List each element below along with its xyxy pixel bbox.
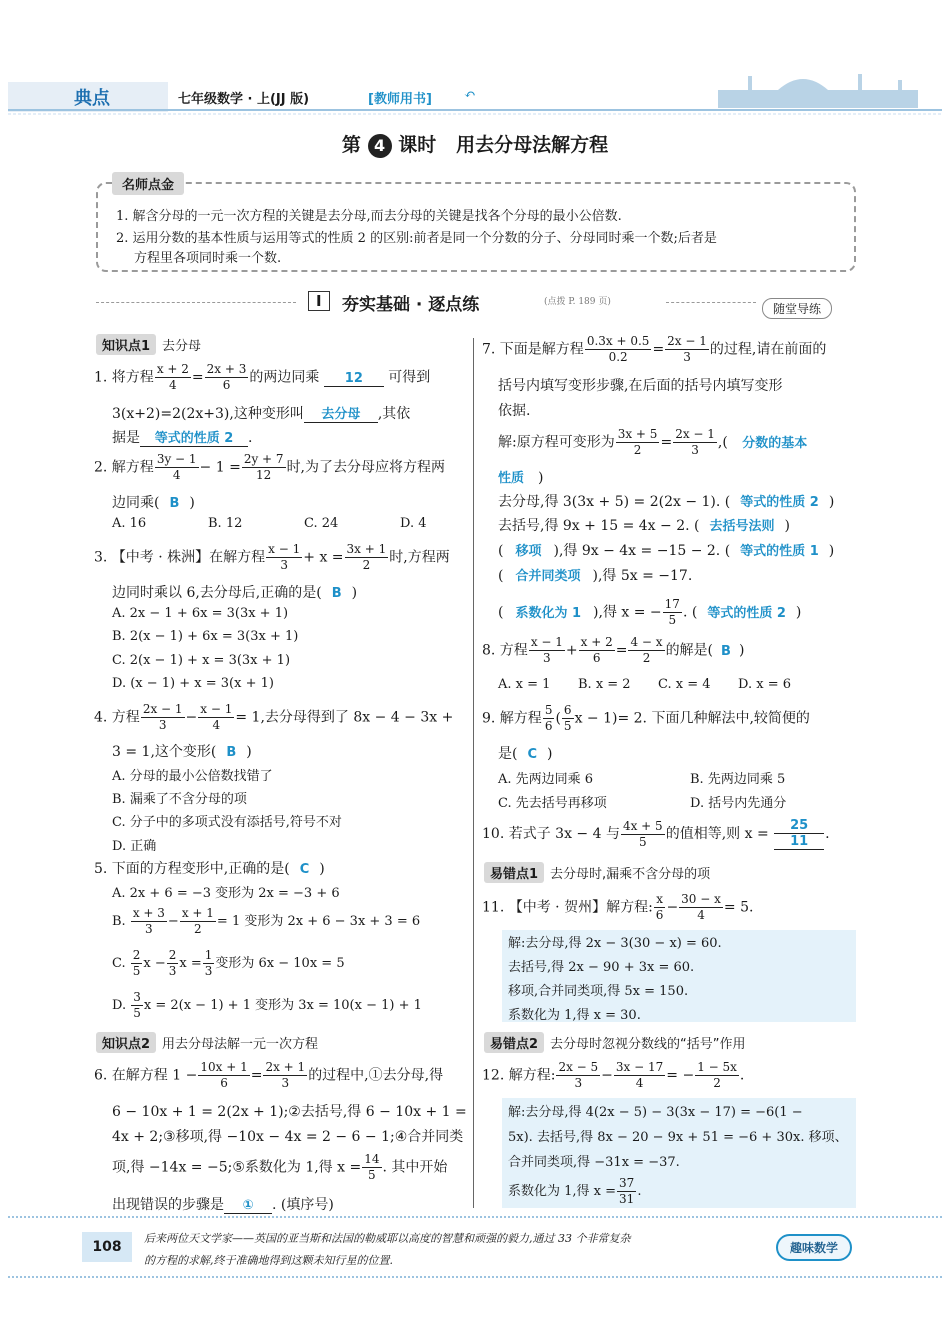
q3-opt-d: D. (x − 1) + x = 3(x + 1)	[112, 676, 274, 691]
q11-sol-3: 移项,合并同类项,得 5x = 150.	[508, 984, 689, 999]
footer-bar	[8, 1216, 942, 1286]
q7-line3: 依据.	[498, 403, 531, 419]
q7-answer-3[interactable]: 去括号法则	[709, 519, 775, 534]
lesson-number: 4	[368, 134, 392, 158]
q6-line1: 6. 在解方程 1 − $\frac{10x + 1}{6}$ = $\frac{2x + 1}{3}$ 的过程中,①去分母,得	[94, 1060, 444, 1090]
q3-opt-b: B. 2(x − 1) + 6x = 3(3x + 1)	[112, 629, 299, 644]
q2-line1: 2. 解方程 $\frac{3y - 1}{4}$ − 1 = $\frac{2y + 7}{12}$ 时,为了去分母应将方程两	[94, 452, 446, 482]
q7-step4: ( 移项 ),得 9x − 4x = −15 − 2. ( 等式的性质 1 )	[498, 543, 835, 559]
q5-opt-b: B. $\frac{x + 3}{3}$ − $\frac{x + 1}{2}$ = 1 变形为 2x + 6 − 3x + 3 = 6	[112, 906, 421, 936]
q3-line1: 3. 【中考 · 株洲】在解方程 $\frac{x - 1}{3}$ + x = $\frac{3x + 1}{2}$ 时,方程两	[94, 542, 450, 572]
q11-sol-1: 解:去分母,得 2x − 3(30 − x) = 60.	[508, 936, 722, 951]
logo: 典点	[74, 88, 110, 109]
skyline-icon	[708, 70, 938, 110]
q10-answer[interactable]: $\frac{25}{11}$	[774, 818, 824, 850]
q5-answer[interactable]: C	[299, 862, 310, 877]
q7-step1: 解:原方程可变形为 $\frac{3x + 5}{2}$ = $\frac{2x - 1}{3}$ ,( 分数的基本	[498, 427, 808, 457]
q2-answer[interactable]: B	[169, 496, 180, 511]
return-icon: ↶	[464, 87, 476, 103]
q12-sol-1: 解:去分母,得 4(2x − 5) − 3(3x − 17) = −6(1 −	[508, 1105, 803, 1120]
q9-options-1: A. 先两边同乘 6 B. 先两边同乘 5	[498, 772, 786, 787]
page-number: 108	[82, 1232, 132, 1262]
q7-answer-1[interactable]: 分数的基本	[742, 435, 808, 451]
q2-options: A. 16 B. 12 C. 24 D. 4	[112, 516, 427, 531]
q3-line2: 边同时乘以 6,去分母后,正确的是( B )	[112, 585, 358, 601]
fun-math-badge: 趣味数学	[776, 1234, 852, 1261]
q7-step3: 去括号,得 9x + 15 = 4x − 2. ( 去括号法则 )	[498, 518, 790, 534]
tips-label: 名师点金	[112, 172, 184, 195]
q6-answer[interactable]: ①	[224, 1198, 272, 1214]
q7-line2: 括号内填写变形步骤,在后面的括号内填写变形	[498, 378, 783, 394]
q4-line1: 4. 方程 $\frac{2x - 1}{3}$ − $\frac{x - 1}{4}$ = 1,去分母得到了 8x − 4 − 3x +	[94, 702, 454, 732]
tips-line-2: 2. 运用分数的基本性质与运用等式的性质 2 的区别:前者是同一个分数的分子、分母同时乘一个数;后者是	[116, 231, 717, 246]
q1-line1: 1. 将方程 $\frac{x + 2}{4}$ = $\frac{2x + 3}{6}$ 的两边同乘 12 可得到	[94, 362, 431, 392]
column-divider	[473, 338, 474, 1208]
q5-opt-d: D. $\frac{3}{5}$ x = 2(x − 1) + 1 变形为 3x = 10(x − 1) + 1	[112, 990, 422, 1020]
guide-badge: 随堂导练	[762, 298, 832, 319]
q1-answer-3[interactable]: 等式的性质 2	[140, 427, 248, 447]
k2-header: 知识点2 用去分母法解一元一次方程	[96, 1032, 318, 1053]
q5-opt-c: C. $\frac{2}{5}$ x − $\frac{2}{3}$ x = $\frac{1}{3}$ 变形为 6x − 10x = 5	[112, 948, 345, 978]
q5-opt-a: A. 2x + 6 = −3 变形为 2x = −3 + 6	[112, 886, 340, 901]
q1-line3: 据是 等式的性质 2 .	[112, 427, 252, 447]
e2-header: 易错点2 去分母时忽视分数线的“括号”作用	[484, 1032, 746, 1053]
q6-line3: 4x + 2;③移项,得 −10x − 4x = 2 − 6 − 1;④合并同类	[112, 1129, 464, 1145]
q7-line1: 7. 下面是解方程 $\frac{0.3x + 0.5}{0.2}$ = $\frac{2x - 1}{3}$ 的过程,请在前面的	[482, 334, 827, 364]
q7-answer-1b[interactable]: 性质	[498, 471, 525, 486]
q12-sol-2: 5x). 去括号,得 8x − 20 − 9x + 51 = −6 + 30x. 移项、	[508, 1130, 848, 1145]
q4-answer[interactable]: B	[226, 745, 237, 760]
section-title: 夯实基础 · 逐点练	[342, 295, 480, 315]
q3-answer[interactable]: B	[331, 586, 342, 601]
q2-line2: 边同乘( B )	[112, 495, 195, 511]
q4-opt-b: B. 漏乘了不含分母的项	[112, 792, 247, 807]
q11-sol-4: 系数化为 1,得 x = 30.	[508, 1008, 641, 1023]
e1-header: 易错点1 去分母时,漏乘不含分母的项	[484, 862, 710, 883]
q7-step1b: 性质 )	[498, 470, 544, 486]
q4-opt-c: C. 分子中的多项式没有添括号,符号不对	[112, 815, 342, 830]
q9-options-2: C. 先去括号再移项 D. 括号内先通分	[498, 796, 787, 811]
section-ref: (点拨 P. 189 页)	[544, 297, 611, 307]
q11-sol-2: 去括号,得 2x − 90 + 3x = 60.	[508, 960, 695, 975]
q7-step5: ( 合并同类项 ),得 5x = −17.	[498, 568, 693, 584]
tips-line-1: 1. 解含分母的一元一次方程的关键是去分母,而去分母的关键是找各个分母的最小公倍数.	[116, 209, 622, 224]
q5-line1: 5. 下面的方程变形中,正确的是( C )	[94, 861, 325, 877]
q8-answer[interactable]: B	[721, 643, 731, 659]
section-header	[96, 292, 852, 314]
header-bar	[8, 82, 942, 112]
q1-line2: 3(x+2)=2(2x+3),这种变形叫 去分母 ,其依	[112, 403, 410, 423]
q7-answer-2[interactable]: 等式的性质 2	[740, 495, 819, 510]
footer-text-1: 后来两位天文学家——英国的亚当斯和法国的勒威耶以高度的智慧和顽强的毅力,通过 33 个非常复杂	[144, 1232, 631, 1245]
q9-answer[interactable]: C	[527, 747, 538, 762]
q4-opt-d: D. 正确	[112, 839, 157, 854]
q8-line1: 8. 方程 $\frac{x - 1}{3}$ + $\frac{x + 2}{6}$ = $\frac{4 - x}{2}$ 的解是( B )	[482, 635, 745, 665]
q7-answer-6[interactable]: 合并同类项	[515, 569, 581, 584]
q9-line1: 9. 解方程 $\frac{5}{6}$ ( $\frac{6}{5}$ x − 1)= 2. 下面几种解法中,较简便的	[482, 703, 810, 733]
q6-line2: 6 − 10x + 1 = 2(2x + 1);②去括号,得 6 − 10x + 1 =	[112, 1104, 467, 1120]
q7-step2: 去分母,得 3(3x + 5) = 2(2x − 1). ( 等式的性质 2 )	[498, 494, 835, 510]
book-title: 七年级数学 · 上(JJ 版)	[178, 92, 310, 107]
q11-line: 11. 【中考 · 贺州】解方程: $\frac{x}{6}$ − $\frac{30 - x}{4}$ = 5.	[482, 892, 754, 922]
q7-answer-5[interactable]: 等式的性质 1	[740, 544, 819, 559]
q6-line5: 出现错误的步骤是 ① . (填序号)	[112, 1197, 334, 1213]
q7-answer-7[interactable]: 系数化为 1	[515, 605, 582, 621]
q4-line2: 3 = 1,这个变形( B )	[112, 744, 252, 760]
q7-step6: ( 系数化为 1 ),得 x = − $\frac{17}{5}$ . ( 等式的性质 2 )	[498, 597, 802, 627]
q8-options: A. x = 1 B. x = 2 C. x = 4 D. x = 6	[498, 677, 791, 692]
q7-answer-4[interactable]: 移项	[515, 544, 542, 559]
q7-answer-8[interactable]: 等式的性质 2	[707, 605, 786, 621]
q9-line2: 是( C )	[498, 746, 553, 762]
q3-opt-c: C. 2(x − 1) + x = 3(3x + 1)	[112, 653, 291, 668]
footer-text-2: 的方程的求解,终于准确地得到这颗未知行星的位置.	[144, 1254, 393, 1267]
tips-line-3: 方程里各项同时乘一个数.	[134, 251, 282, 266]
q6-line4: 项,得 −14x = −5;⑤系数化为 1,得 x = $\frac{14}{5}$ . 其中开始	[112, 1152, 448, 1182]
q4-opt-a: A. 分母的最小公倍数找错了	[112, 769, 273, 784]
q1-answer-2[interactable]: 去分母	[304, 403, 378, 423]
q12-sol-3: 合并同类项,得 −31x = −37.	[508, 1155, 680, 1170]
k1-header: 知识点1 去分母	[96, 334, 201, 355]
q1-answer-1[interactable]: 12	[324, 371, 384, 387]
teacher-badge: [教师用书]	[368, 92, 432, 107]
q12-line: 12. 解方程: $\frac{2x - 5}{3}$ − $\frac{3x - 17}{4}$ = − $\frac{1 - 5x}{2}$ .	[482, 1060, 745, 1090]
q10-line: 10. 若式子 3x − 4 与 $\frac{4x + 5}{5}$ 的值相等,则 x = $\frac{25}{11}$ .	[482, 818, 830, 849]
section-roman: I	[308, 291, 330, 311]
q12-sol-4: 系数化为 1,得 x = $\frac{37}{31}$ .	[508, 1176, 642, 1206]
page-title: 第 4 课时 用去分母法解方程	[341, 134, 609, 156]
q3-opt-a: A. 2x − 1 + 6x = 3(3x + 1)	[112, 606, 289, 621]
